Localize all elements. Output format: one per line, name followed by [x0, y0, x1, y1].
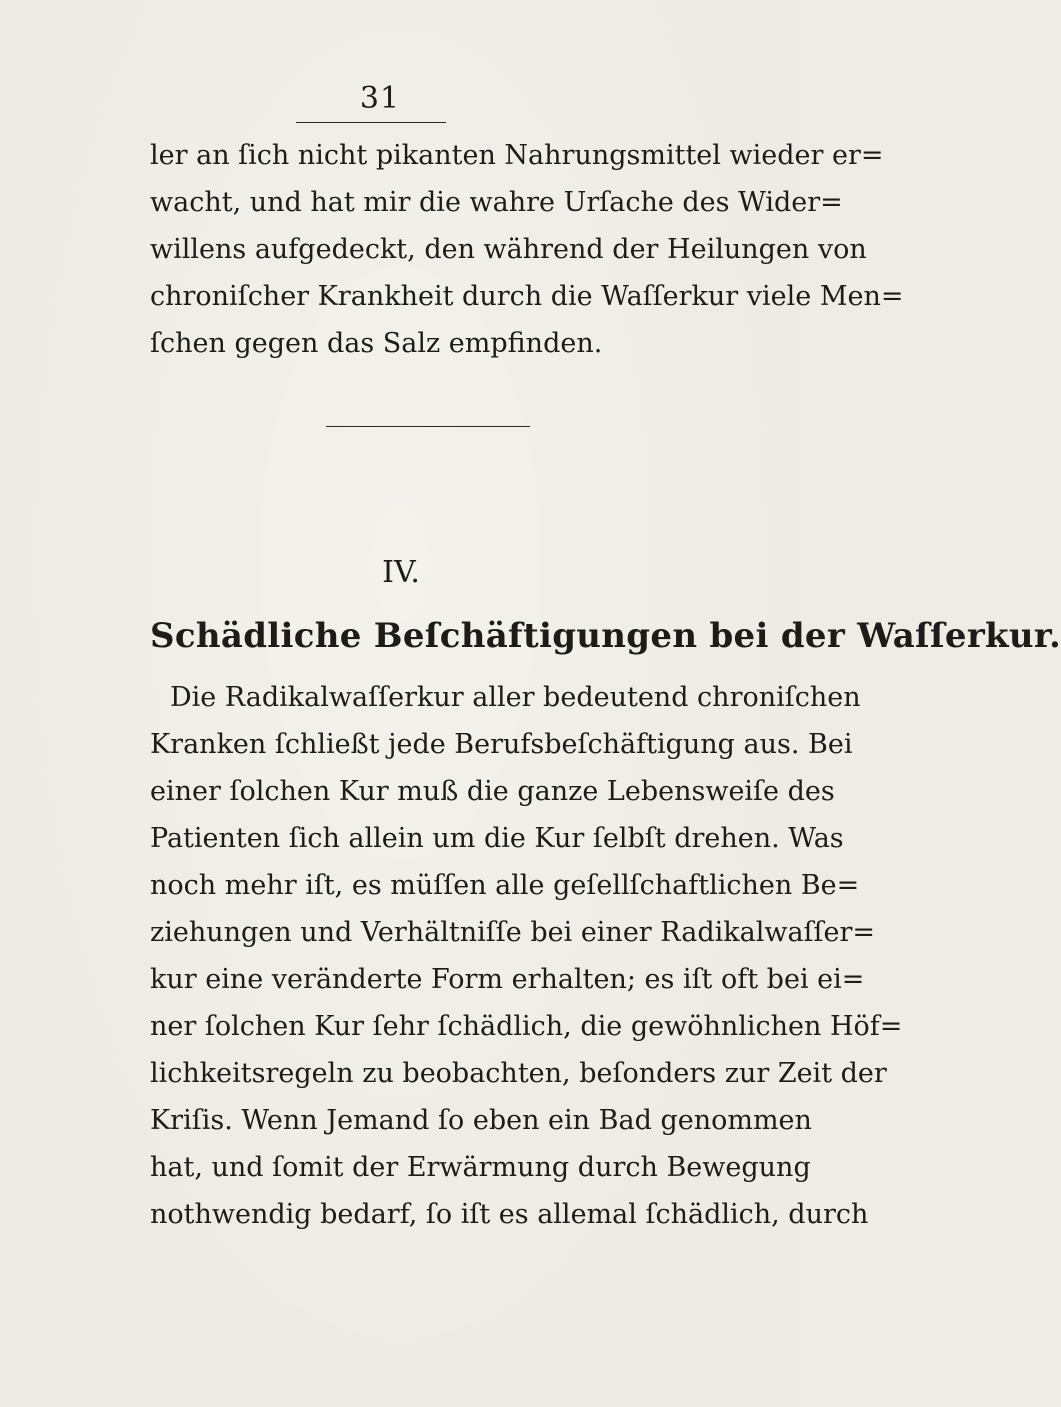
- text-line: hat, und ſomit der Erwärmung durch Bewegung: [150, 1152, 811, 1183]
- text-line: ler an ſich nicht pikanten Nahrungsmittel wieder er=: [150, 140, 884, 171]
- section-divider-rule: [326, 426, 530, 427]
- text-line: chroniſcher Krankheit durch die Waſſerkur viele Men=: [150, 281, 904, 312]
- text-line: Patienten ſich allein um die Kur ſelbſt drehen. Was: [150, 823, 844, 854]
- text-line: noch mehr iſt, es müſſen alle geſellſchaftlichen Be=: [150, 870, 860, 901]
- page-number: 31: [359, 81, 401, 116]
- section-paragraph: [150, 674, 903, 1238]
- continuation-paragraph: [150, 132, 904, 367]
- text-line: lichkeitsregeln zu beobachten, beſonders zur Zeit der: [150, 1058, 887, 1089]
- text-line: nothwendig bedarf, ſo iſt es allemal ſchädlich, durch: [150, 1199, 869, 1230]
- section-heading: Schädliche Beſchäftigungen bei der Waſſerkur.: [150, 616, 1061, 656]
- text-line: Die Radikalwaſſerkur aller bedeutend chroniſchen: [170, 682, 861, 713]
- text-line: einer ſolchen Kur muß die ganze Lebensweiſe des: [150, 776, 835, 807]
- text-line: Kriſis. Wenn Jemand ſo eben ein Bad genommen: [150, 1105, 812, 1136]
- text-line: ziehungen und Verhältniſſe bei einer Radikalwaſſer=: [150, 917, 876, 948]
- text-line: kur eine veränderte Form erhalten; es iſt oft bei ei=: [150, 964, 865, 995]
- section-number: IV.: [382, 555, 420, 590]
- page-number-rule: [296, 122, 446, 123]
- text-line: ſchen gegen das Salz empfinden.: [150, 328, 603, 359]
- text-line: ner ſolchen Kur ſehr ſchädlich, die gewöhnlichen Höf=: [150, 1011, 903, 1042]
- text-line: Kranken ſchließt jede Berufsbeſchäftigung aus. Bei: [150, 729, 853, 760]
- text-line: wacht, und hat mir die wahre Urſache des Wider=: [150, 187, 843, 218]
- text-line: willens aufgedeckt, den während der Heilungen von: [150, 234, 867, 265]
